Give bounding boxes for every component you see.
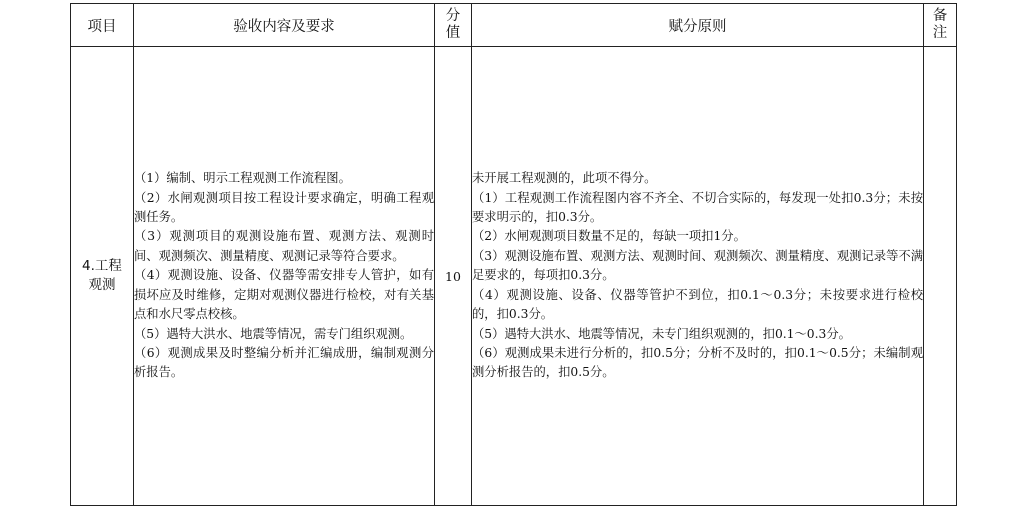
rule-item-5: （5）遇特大洪水、地震等情况，未专门组织观测的，扣0.1～0.3分。 (472, 326, 851, 341)
header-rule: 赋分原则 (472, 4, 924, 47)
content-item-1: （1）编制、明示工程观测工作流程图。 (134, 171, 351, 186)
table-row (71, 47, 957, 506)
content-cell (134, 47, 435, 506)
rule-item-2: （2）水闸观测项目数量不足的，每缺一项扣1分。 (472, 229, 746, 244)
header-content: 验收内容及要求 (134, 4, 435, 47)
rule-item-6: （6）观测成果未进行分析的，扣0.5分；分析不及时的，扣0.1～0.5分；未编制观测分析报告的，扣0.5分。 (472, 345, 923, 380)
header-note-line-2: 注 (932, 25, 948, 41)
item-cell (71, 47, 134, 506)
item-label-line-2: 观测 (88, 277, 116, 293)
rule-item-1: （1）工程观测工作流程图内容不齐全、不切合实际的，每发现一处扣0.3分；未按要求明示的，扣0.3分。 (472, 190, 923, 225)
rule-item-4: （4）观测设施、设备、仪器等管护不到位，扣0.1～0.3分；未按要求进行检校的，扣0.3分。 (472, 287, 923, 322)
content-item-4: （4）观测设施、设备、仪器等需安排专人管护，如有损坏应及时维修，定期对观测仪器进行检校，对有关基点和水尺零点校核。 (134, 268, 434, 322)
note-cell (924, 47, 957, 506)
header-note (924, 4, 957, 47)
header-score (435, 4, 472, 47)
score-cell: 10 (435, 47, 472, 506)
header-score-line-2: 值 (445, 25, 461, 41)
header-note-line-1: 备 (932, 8, 948, 24)
content-item-6: （6）观测成果及时整编分析并汇编成册，编制观测分析报告。 (134, 345, 434, 380)
rule-item-0: 未开展工程观测的，此项不得分。 (472, 171, 657, 186)
header-item: 项目 (71, 4, 134, 47)
header-score-line-1: 分 (445, 8, 461, 24)
acceptance-table (70, 3, 957, 506)
table-header-row (71, 4, 957, 47)
content-item-2: （2）水闸观测项目按工程设计要求确定，明确工程观测任务。 (134, 190, 434, 225)
rule-item-3: （3）观测设施布置、观测方法、观测时间、观测频次、测量精度、观测记录等不满足要求的，每项扣0.3分。 (472, 248, 923, 283)
content-item-3: （3）观测项目的观测设施布置、观测方法、观测时间、观测频次、测量精度、观测记录等符合要求。 (134, 229, 434, 263)
content-item-5: （5）遇特大洪水、地震等情况，需专门组织观测。 (134, 326, 413, 341)
rule-cell (472, 47, 924, 506)
item-label-line-1: 4.工程 (82, 258, 122, 274)
